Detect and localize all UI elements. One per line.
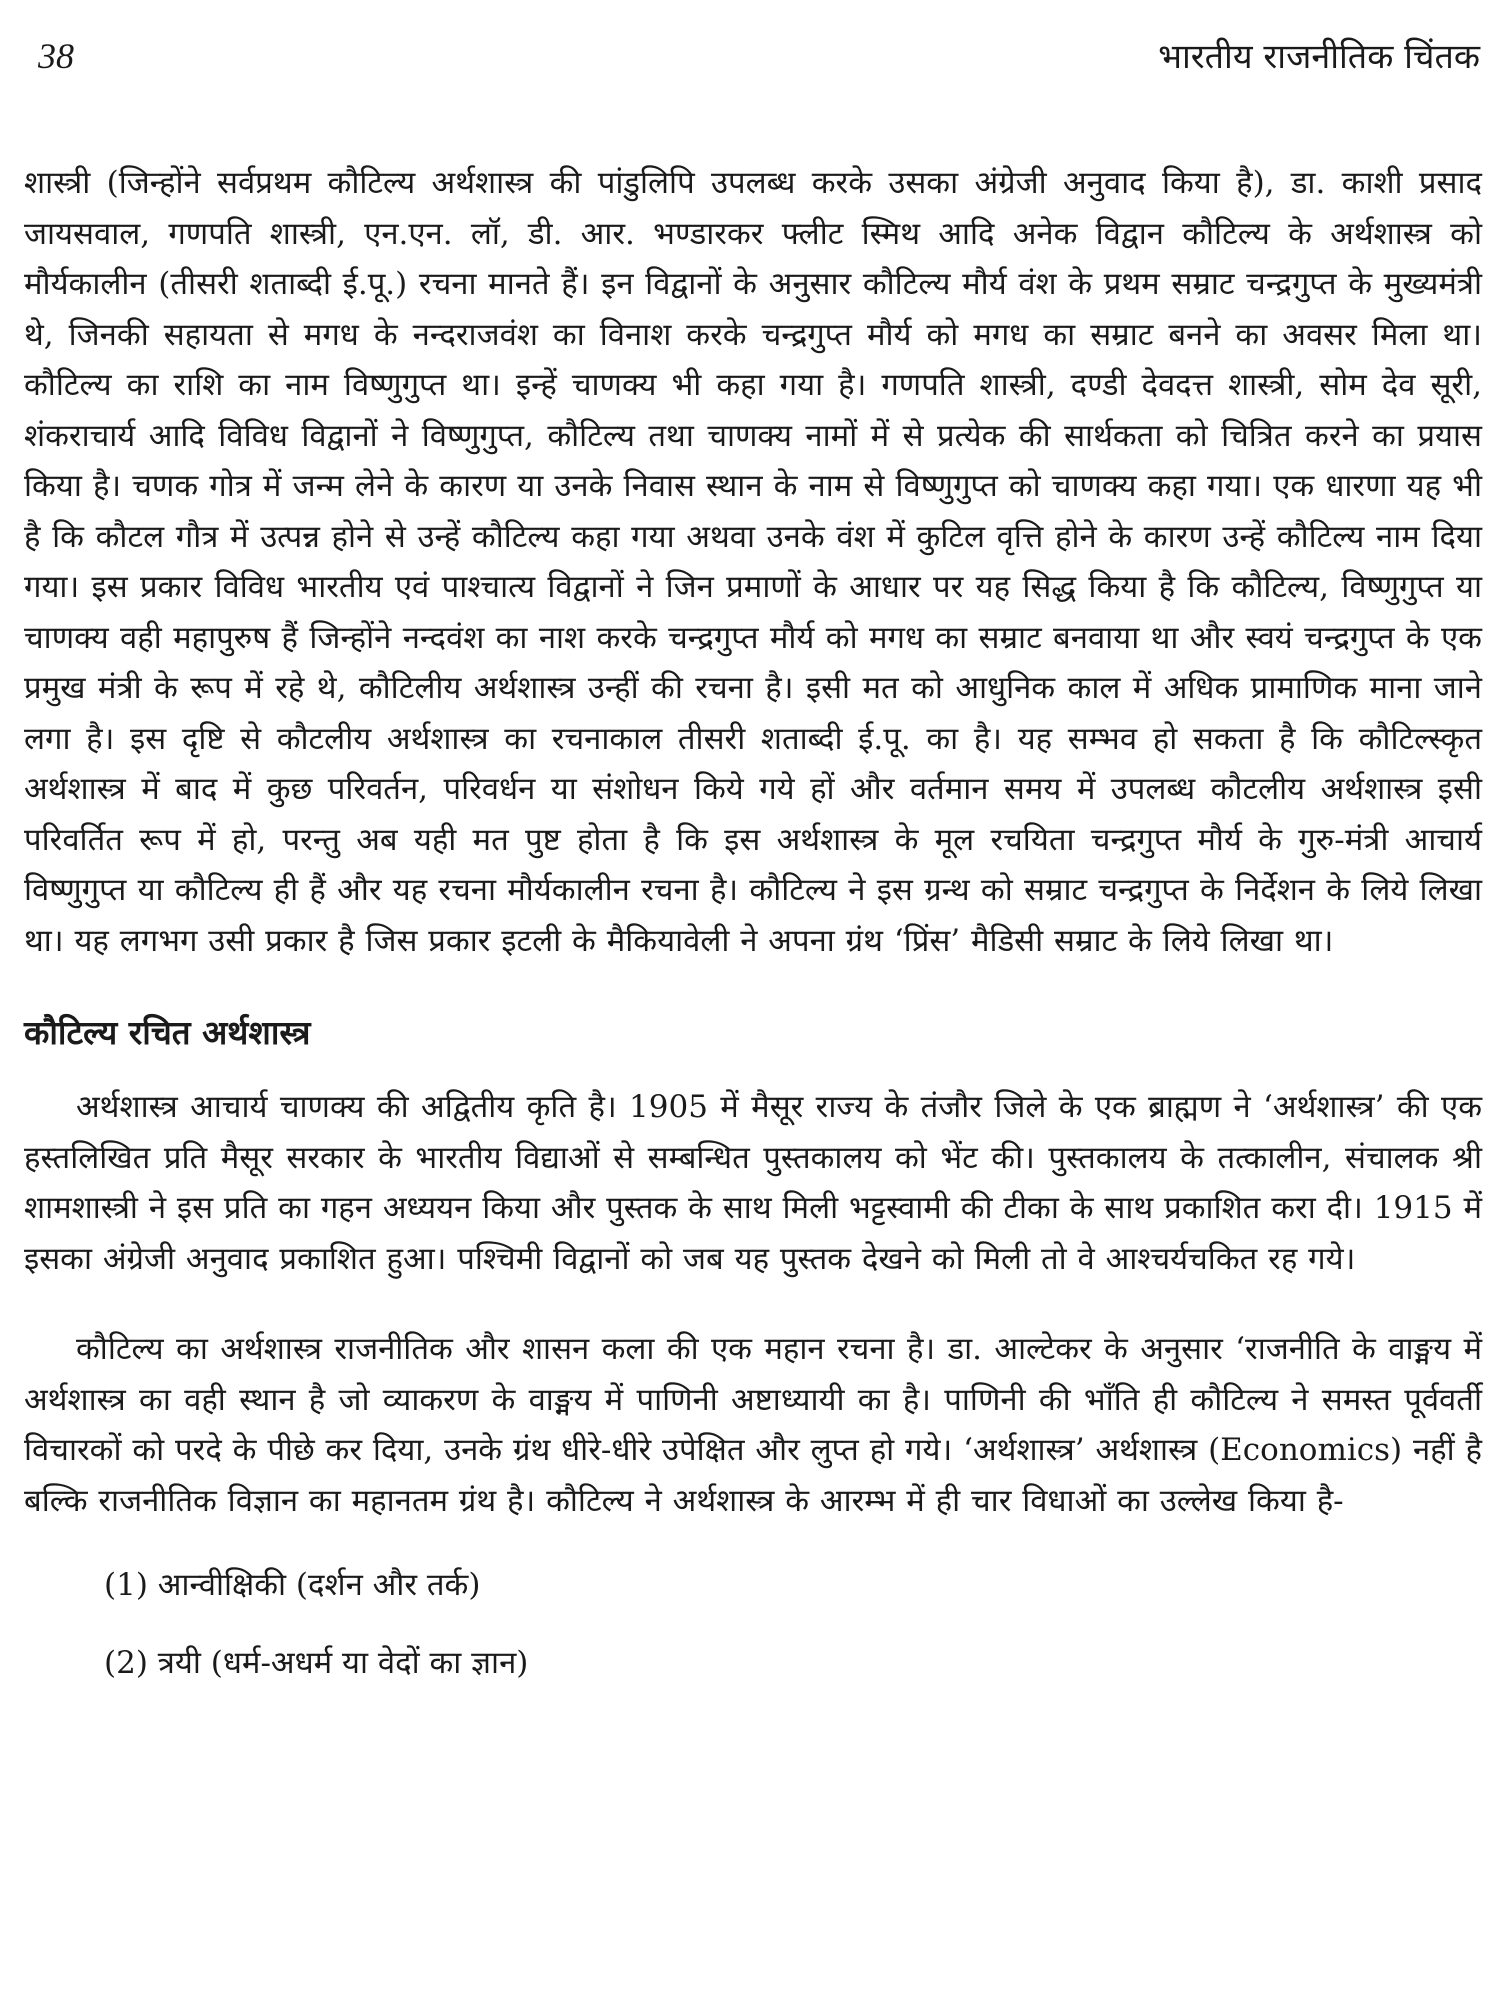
running-title: भारतीय राजनीतिक चिंतक — [1158, 37, 1480, 77]
list-item: (2) त्रयी (धर्म-अधर्म या वेदों का ज्ञान) — [104, 1645, 529, 1681]
vidya-list — [24, 1560, 1482, 1688]
page-number: 38 — [38, 36, 74, 76]
paragraph-authorship: शास्त्री (जिन्होंने सर्वप्रथम कौटिल्य अर्थशास्त्र की पांडुलिपि उपलब्ध करके उसका अंग्रेजी अनुवाद किया है), डा. काशी प्रसाद जायसवाल, गणपति शास्त्री, एन.एन. लॉ, डी. आर. भण्डारकर फ्लीट स्मिथ आदि अनेक विद्वान कौटिल्य के अर्थशास्त्र को मौर्यकालीन (तीसरी शताब्दी ई.पू.) रचना मानते हैं। इन विद्वानों के अनुसार कौटिल्य मौर्य वंश के प्रथम सम्राट चन्द्रगुप्त के मुख्यमंत्री थे, जिनकी सहायता से मगध के नन्दराजवंश का विनाश करके चन्द्रगुप्त मौर्य को मगध का सम्राट बनने का अवसर मिला था। कौटिल्य का राशि का नाम विष्णुगुप्त था। इन्हें चाणक्य भी कहा गया है। गणपति शास्त्री, दण्डी देवदत्त शास्त्री, सोम देव सूरी, शंकराचार्य आदि विविध विद्वानों ने विष्णुगुप्त, कौटिल्य तथा चाणक्य नामों में से प्रत्येक की सार्थकता को चित्रित करने का प्रयास किया है। चणक गोत्र में जन्म लेने के कारण या उनके निवास स्थान के नाम से विष्णुगुप्त को चाणक्य कहा गया। एक धारणा यह भी है कि कौटल गौत्र में उत्पन्न होने से उन्हें कौटिल्य कहा गया अथवा उनके वंश में कुटिल वृत्ति होने के कारण उन्हें कौटिल्य नाम दिया गया। इस प्रकार विविध भारतीय एवं पाश्चात्य विद्वानों ने जिन प्रमाणों के आधार पर यह सिद्ध किया है कि कौटिल्य, विष्णुगुप्त या चाणक्य वही महापुरुष हैं जिन्होंने नन्दवंश का नाश करके चन्द्रगुप्त मौर्य को मगध का सम्राट बनवाया था और स्वयं चन्द्रगुप्त के एक प्रमुख मंत्री के रूप में रहे थे, कौटिलीय अर्थशास्त्र उन्हीं की रचना है। इसी मत को आधुनिक काल में अधिक प्रामाणिक माना जाने लगा है। इस दृष्टि से कौटलीय अर्थशास्त्र का रचनाकाल तीसरी शताब्दी ई.पू. का है। यह सम्भव हो सकता है कि कौटिल्स्कृत अर्थशास्त्र में बाद में कुछ परिवर्तन, परिवर्धन या संशोधन किये गये हों और वर्तमान समय में उपलब्ध कौटलीय अर्थशास्त्र इसी परिवर्तित रूप में हो, परन्तु अब यही मत पुष्ट होता है कि इस अर्थशास्त्र के मूल रचयिता चन्द्रगुप्त मौर्य के गुरु-मंत्री आचार्य विष्णुगुप्त या कौटिल्य ही हैं और यह रचना मौर्यकालीन रचना है। कौटिल्य ने इस ग्रन्थ को सम्राट चन्द्रगुप्त के निर्देशन के लिये लिखा था। यह लगभग उसी प्रकार है जिस प्रकार इटली के मैकियावेली ने अपना ग्रंथ ‘प्रिंस’ मैडिसी सम्राट के लिये लिखा था। — [24, 165, 1482, 959]
list-item: (1) आन्वीक्षिकी (दर्शन और तर्क) — [104, 1567, 481, 1603]
page-header — [24, 32, 1482, 92]
paragraph-significance: कौटिल्य का अर्थशास्त्र राजनीतिक और शासन कला की एक महान रचना है। डा. आल्टेकर के अनुसार ‘राजनीति के वाङ्मय में अर्थशास्त्र का वही स्थान है जो व्याकरण के वाङ्मय में पाणिनी अष्टाध्यायी का है। पाणिनी की भाँति ही कौटिल्य ने समस्त पूर्ववर्ती विचारकों को परदे के पीछे कर दिया, उनके ग्रंथ धीरे-धीरे उपेक्षित और लुप्त हो गये। ‘अर्थशास्त्र’ अर्थशास्त्र (Economics) नहीं है बल्कि राजनीतिक विज्ञान का महानतम ग्रंथ है। कौटिल्य ने अर्थशास्त्र के आरम्भ में ही चार विधाओं का उल्लेख किया है- — [24, 1331, 1482, 1519]
section-heading: कौटिल्य रचित अर्थशास्त्र — [24, 1013, 311, 1052]
paragraph-discovery: अर्थशास्त्र आचार्य चाणक्य की अद्वितीय कृति है। 1905 में मैसूर राज्य के तंजौर जिले के एक ब्राह्मण ने ‘अर्थशास्त्र’ की एक हस्तलिखित प्रति मैसूर सरकार के भारतीय विद्याओं से सम्बन्धित पुस्तकालय को भेंट की। पुस्तकालय के तत्कालीन, संचालक श्री शामशास्त्री ने इस प्रति का गहन अध्ययन किया और पुस्तक के साथ मिली भट्टस्वामी की टीका के साथ प्रकाशित करा दी। 1915 में इसका अंग्रेजी अनुवाद प्रकाशित हुआ। पश्चिमी विद्वानों को जब यह पुस्तक देखने को मिली तो वे आश्चर्यचकित रह गये। — [24, 1089, 1482, 1277]
